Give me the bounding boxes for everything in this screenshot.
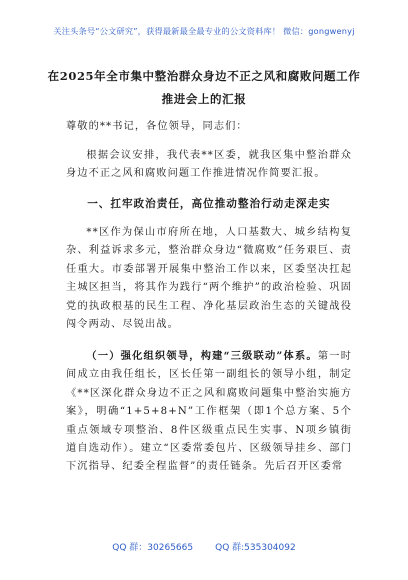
greeting: 尊敬的**书记，各位领导，同志们： [66, 121, 248, 132]
intro-paragraph: 根据会议安排，我代表**区委，就我区集中整治群众身边不正之风和腐败问题工作推进情况作简要汇报。 [66, 150, 352, 180]
subsection-1-paragraph [66, 347, 352, 477]
subsection-1-heading: （一）强化组织领导，构建“三级联动”体系。 [86, 350, 318, 362]
footer-qq-groups [0, 540, 408, 553]
promo-banner: 关注头条号“公文研究”，获得最新最全最专业的公文资料库！ 微信：gongwenyj [53, 26, 355, 36]
qq-group-2: QQ 群:535304092 [215, 543, 296, 553]
subsection-1-text: 第一时间成立由我任组长，区长任第一副组长的领导小组，制定《**区深化群众身边不正之风和腐败问题集中整治实施方案》，明确“1+5+8+N”工作框架（即1个总方案、5个重点领域专项整治、8件区级重点民生实事、N项乡镇街道自选动作）。建立“区委常委包片、区级领导挂乡、部门下沉指导、纪委全程监督”的责任链条。先后召开区委常 [66, 351, 352, 473]
section-1-paragraph: **区作为保山市府所在地，人口基数大、城乡结构复杂、利益诉求多元，整治群众身边“微腐败”任务艰巨、责任重大。市委部署开展集中整治工作以来，区委坚决扛起主城区担当，将其作为践行“两个维护”的政治检验、巩固党的执政根基的民生工程、净化基层政治生态的关键战役闯令两动、尽锐出战。 [66, 227, 352, 331]
qq-group-1: QQ 群：30265665 [112, 543, 194, 553]
document-title-line-1: 在2025年全市集中整治群众身边不正之风和腐败问题工作 [47, 69, 361, 83]
section-1-heading: 一、扛牢政治责任，高位推动整治行动走深走实 [87, 198, 331, 210]
document-title-line-2: 推进会上的汇报 [161, 92, 247, 106]
